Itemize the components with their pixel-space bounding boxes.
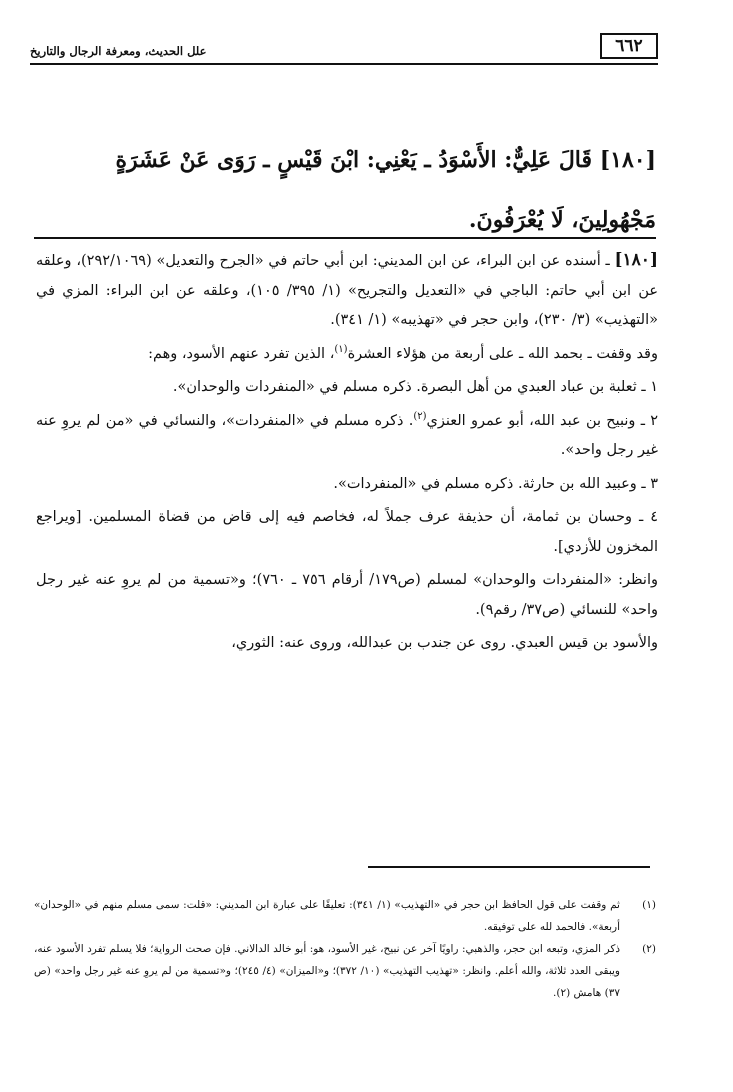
main-statement [34, 130, 656, 250]
commentary-text: ـ أسنده عن ابن البراء، عن ابن المديني: ابن أبي حاتم في «الجرح والتعديل» (٢٩٢/١٠٦٩)، وعلقه عن ابن أبي حاتم: الباجي في «التعديل والتجريح» (١/ ٣٩٥/ ١٠٥)، وعلقه عن ابن البراء: المزي في «التهذيب» (٣/ ٢٣٠)، وابن حجر في «تهذيبه» (١/ ٣٤١). [36, 253, 659, 328]
commentary-text: وانظر: «المنفردات والوحدان» لمسلم (ص١٧٩/ أرقام ٧٥٦ ـ ٧٦٠)؛ و«تسمية من لم يروِ عنه غير رجل واحد» للنسائي (ص٣٧/ رقم٩). [36, 572, 658, 618]
list-item-text: ٣ ـ وعبيد الله بن حارثة. ذكره مسلم في «المنفردات». [333, 475, 658, 492]
commentary-text: وقد وقفت ـ بحمد الله ـ على أربعة من هؤلاء العشرة [347, 345, 658, 362]
commentary-paragraph [36, 566, 658, 625]
list-item-text: ٤ ـ وحسان بن ثمامة، أن حذيفة عرف جملاً له، فخاصم فيه إلى قاض من قضاة المسلمين. [ويراجع المخزون للأزدي]. [36, 509, 658, 555]
commentary-paragraph [36, 246, 658, 336]
list-item-text: ١ ـ ثعلبة بن عباد العبدي من أهل البصرة. ذكره مسلم في «المنفردات والوحدان». [172, 379, 658, 395]
list-item [36, 470, 658, 500]
statement-number: [١٨٠] [599, 147, 656, 173]
footnotes [34, 894, 656, 1004]
list-item [36, 407, 658, 466]
list-item [36, 503, 658, 562]
list-item-text: ٢ ـ ونبيح بن عبد الله، أبو عمرو العنزي [426, 412, 659, 429]
section-divider [34, 237, 656, 239]
footnote-text: ثم وقفت على قول الحافظ ابن حجر في «التهذيب» (١/ ٣٤١): تعليقًا على عبارة ابن المديني: «قلت: سمى مسلم منهم في «الوحدان» أربعة». فالحمد لله على توفيقه. [34, 899, 620, 933]
footnote-rule [368, 866, 650, 868]
footnote-ref[interactable]: (١) [334, 343, 348, 355]
commentary-text: ، الذين تفرد عنهم الأسود، وهم: [148, 345, 335, 362]
footnote [34, 938, 656, 1004]
list-item-text: . ذكره مسلم في «المنفردات»، والنسائي في «من لم يروِ عنه غير رجل واحد». [36, 412, 658, 458]
commentary-paragraph [36, 629, 658, 659]
footnote-ref[interactable]: (٢) [413, 410, 427, 422]
commentary [36, 246, 658, 663]
running-title: علل الحديث، ومعرفة الرجال والتاريخ [30, 44, 207, 58]
footnote-number: (٢) [642, 943, 656, 955]
commentary-number: [١٨٠] [614, 250, 658, 270]
header-rule [30, 63, 658, 65]
footnote-text: ذكر المزي، وتبعه ابن حجر، والذهبي: راويًا آخر عن نبيح، غير الأسود، هو: أبو خالد الدالاني. فإن صحت الرواية؛ فلا يسلم تفرد الأسود عنه، ويبقى العدد ثلاثة، والله أعلم. وانظر: «تهذيب التهذيب» (١٠/ ٣٧٢)؛ و«الميزان» (٤/ ٢٤٥)؛ و«تسمية من لم يروِ عنه غير رجل واحد» (ص ٣٧) هامش (٢). [34, 943, 620, 999]
footnote [34, 894, 656, 938]
running-header [30, 30, 658, 64]
list-item [36, 373, 658, 403]
commentary-text: والأسود بن قيس العبدي. روى عن جندب بن عبدالله، وروى عنه: الثوري، [231, 635, 658, 651]
page-number: ٦٦٢ [600, 33, 658, 59]
statement-text: قَالَ عَلِيٌّ: الأَسْوَدُ ـ يَعْنِي: ابْنَ قَيْسٍ ـ رَوَى عَنْ عَشَرَةٍ مَجْهُولِينَ، لَا يُعْرَفُونَ. [115, 147, 656, 233]
footnote-number: (١) [642, 899, 656, 911]
commentary-paragraph [36, 340, 658, 370]
